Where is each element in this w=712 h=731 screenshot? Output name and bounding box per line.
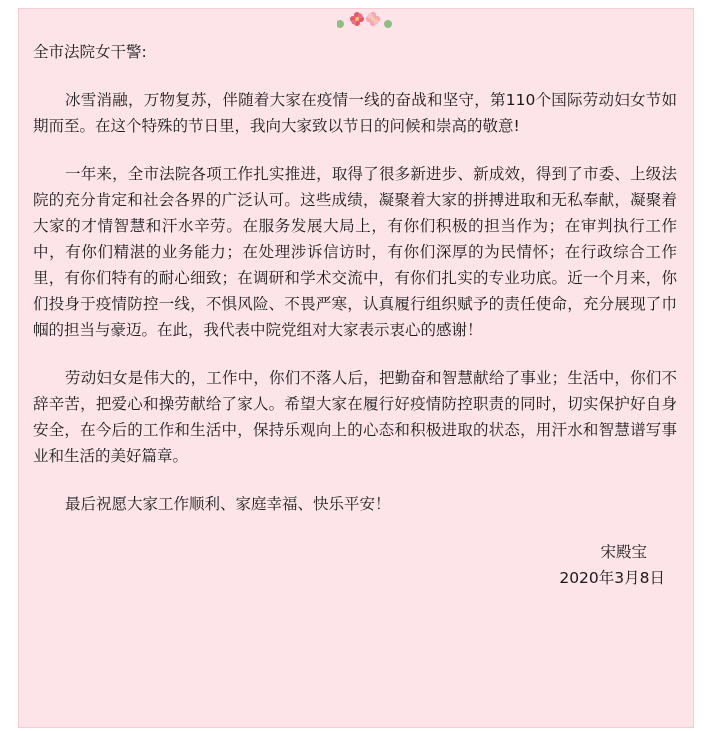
salutation: 全市法院女干警: (33, 43, 147, 61)
signature-block (33, 539, 677, 591)
paragraph-closing: 最后祝愿大家工作顺利、家庭幸福、快乐平安！ (65, 495, 391, 513)
paragraph-wishes: 劳动妇女是伟大的，工作中，你们不落人后，把勤奋和智慧献给了事业；生活中，你们不辞辛苦，把爱心和操劳献给了家人。希望大家在履行好疫情防控职责的同时，切实保护好自身安全，在今后的工作和生活中，保持乐观向上的心态和积极进取的状态，用汗水和智慧谱写事业和生活的美好篇章。 (33, 369, 677, 465)
paragraph-achievements: 一年来，全市法院各项工作扎实推进，取得了很多新进步、新成效，得到了市委、上级法院的充分肯定和社会各界的广泛认可。这些成绩，凝聚着大家的拼搏进取和无私奉献，凝聚着大家的才情智慧和汗水辛劳。在服务发展大局上，有你们积极的担当作为；在审判执行工作中，有你们精湛的业务能力；在处理涉诉信访时，有你们深厚的为民情怀；在行政综合工作里，有你们特有的耐心细致；在调研和学术交流中，有你们扎实的专业功底。近一个月来，你们投身于疫情防控一线，不惧风险、不畏严寒，认真履行组织赋予的责任使命，充分展现了巾帼的担当与豪迈。在此，我代表中院党组对大家表示衷心的感谢！ (33, 165, 677, 339)
paragraph-greeting: 冰雪消融，万物复苏，伴随着大家在疫情一线的奋战和坚守，第110个国际劳动妇女节如期而至。在这个特殊的节日里，我向大家致以节日的问候和崇高的敬意! (33, 91, 677, 135)
signature-name: 宋殿宝 (600, 543, 647, 561)
flower-decoration-icon (337, 9, 393, 31)
signature-date: 2020年3月8日 (559, 569, 665, 587)
letter-card (18, 8, 694, 728)
